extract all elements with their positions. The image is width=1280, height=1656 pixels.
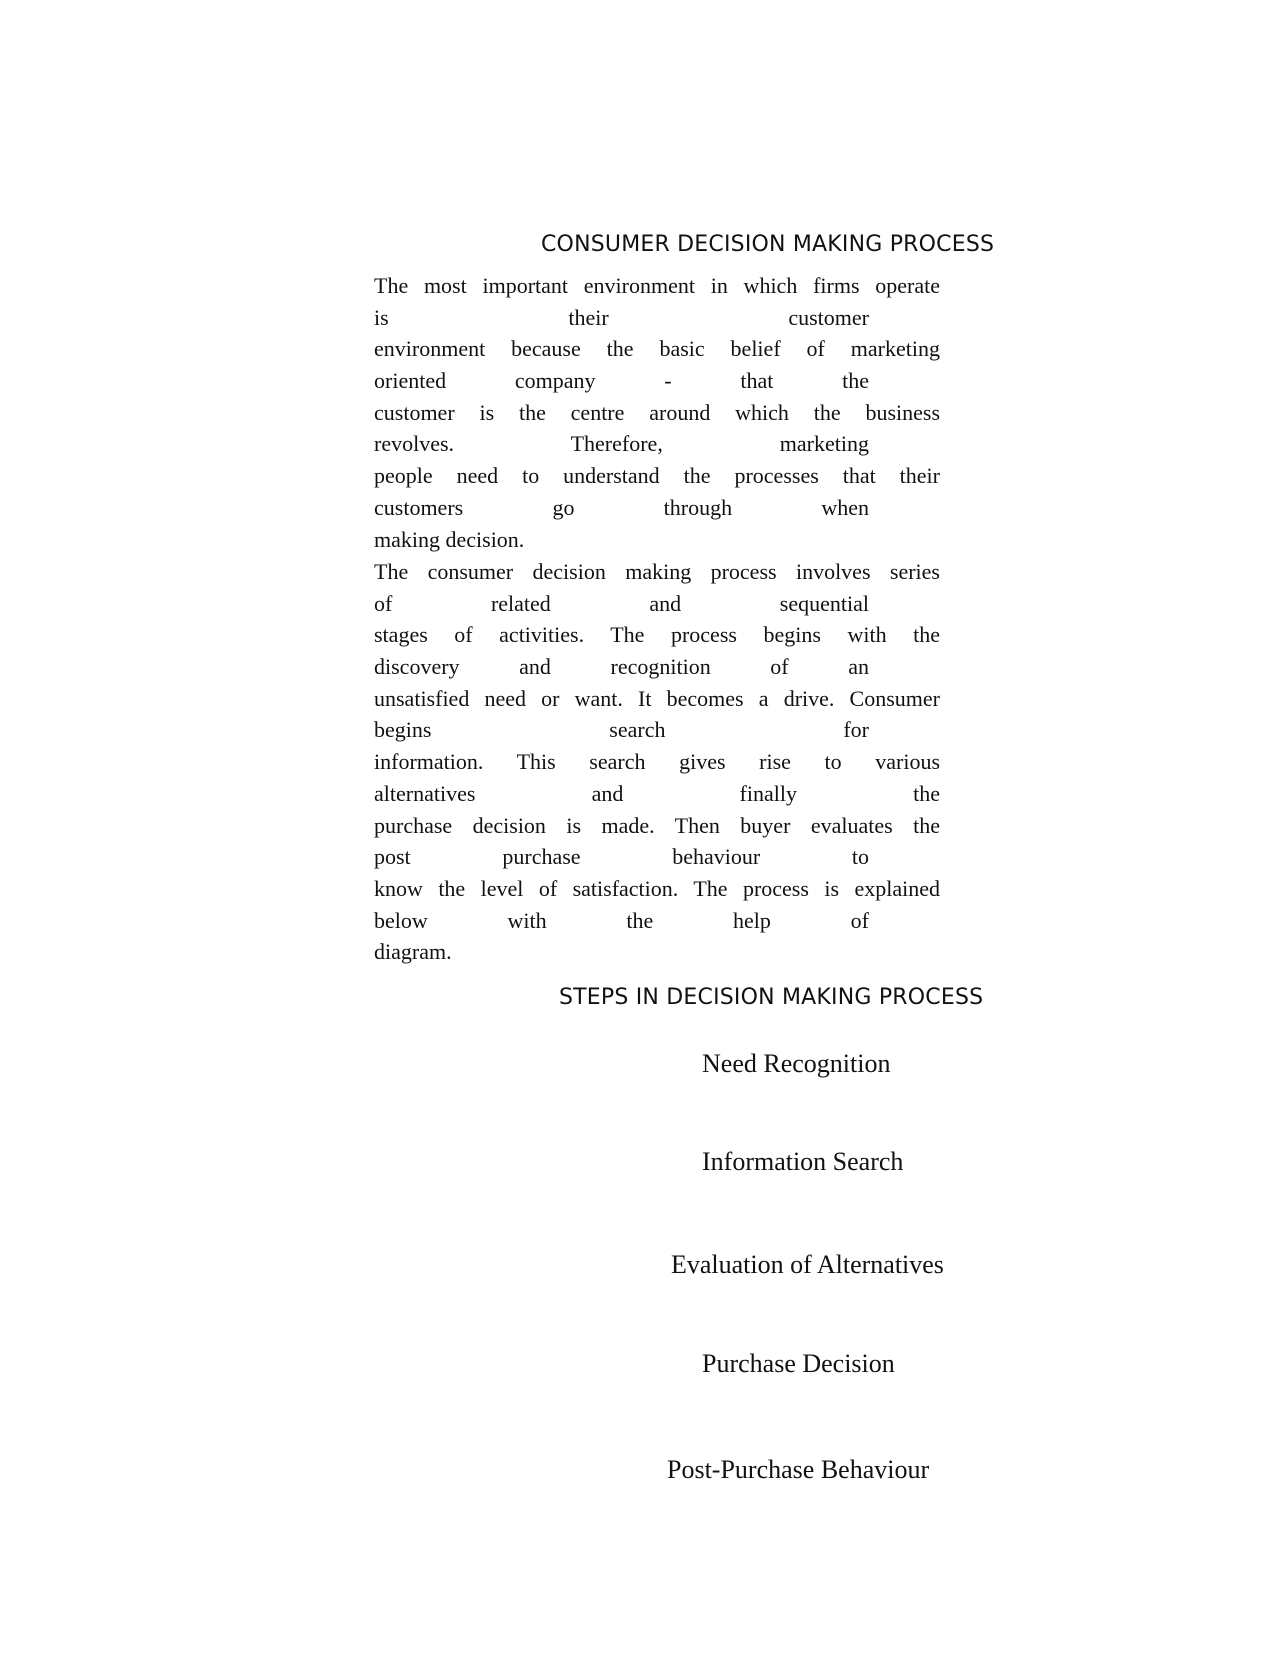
text-line: of related and sequential [374,590,869,616]
intro-paragraph [374,270,940,555]
steps-heading: STEPS IN DECISION MAKING PROCESS [559,985,984,1010]
step-post-purchase-behaviour: Post-Purchase Behaviour [667,1455,930,1484]
step-need-recognition: Need Recognition [702,1049,891,1078]
text-line: diagram. [374,939,452,965]
text-line: stages of activities. The process begins with the [374,622,940,648]
text-line: people need to understand the processes that their [374,463,940,489]
text-line: unsatisfied need or want. It becomes a drive. Consumer [374,685,940,711]
text-line: alternatives and finally the [374,780,940,806]
text-line: below with the help of [374,907,869,933]
text-line: making decision. [374,526,525,552]
text-line: information. This search gives rise to various [374,749,940,775]
step-purchase-decision: Purchase Decision [702,1349,895,1378]
text-line: oriented company - that the [374,368,869,394]
step-evaluation-of-alternatives: Evaluation of Alternatives [671,1250,944,1279]
text-line: revolves. Therefore, marketing [374,431,869,457]
text-line: customers go through when [374,494,869,520]
process-paragraph [374,556,940,968]
text-line: post purchase behaviour to [374,844,869,870]
text-line: customer is the centre around which the business [374,399,940,425]
text-line: purchase decision is made. Then buyer evaluates the [374,812,940,838]
text-line: is their customer [374,304,869,330]
text-line: begins search for [374,717,869,743]
text-line: environment because the basic belief of marketing [374,336,940,362]
text-line: know the level of satisfaction. The process is explained [374,875,940,901]
text-line: discovery and recognition of an [374,654,869,680]
page-title: CONSUMER DECISION MAKING PROCESS [541,232,995,257]
text-line: The consumer decision making process involves series [374,559,940,584]
step-information-search: Information Search [702,1147,904,1176]
text-line: The most important environment in which firms operate [374,273,940,298]
